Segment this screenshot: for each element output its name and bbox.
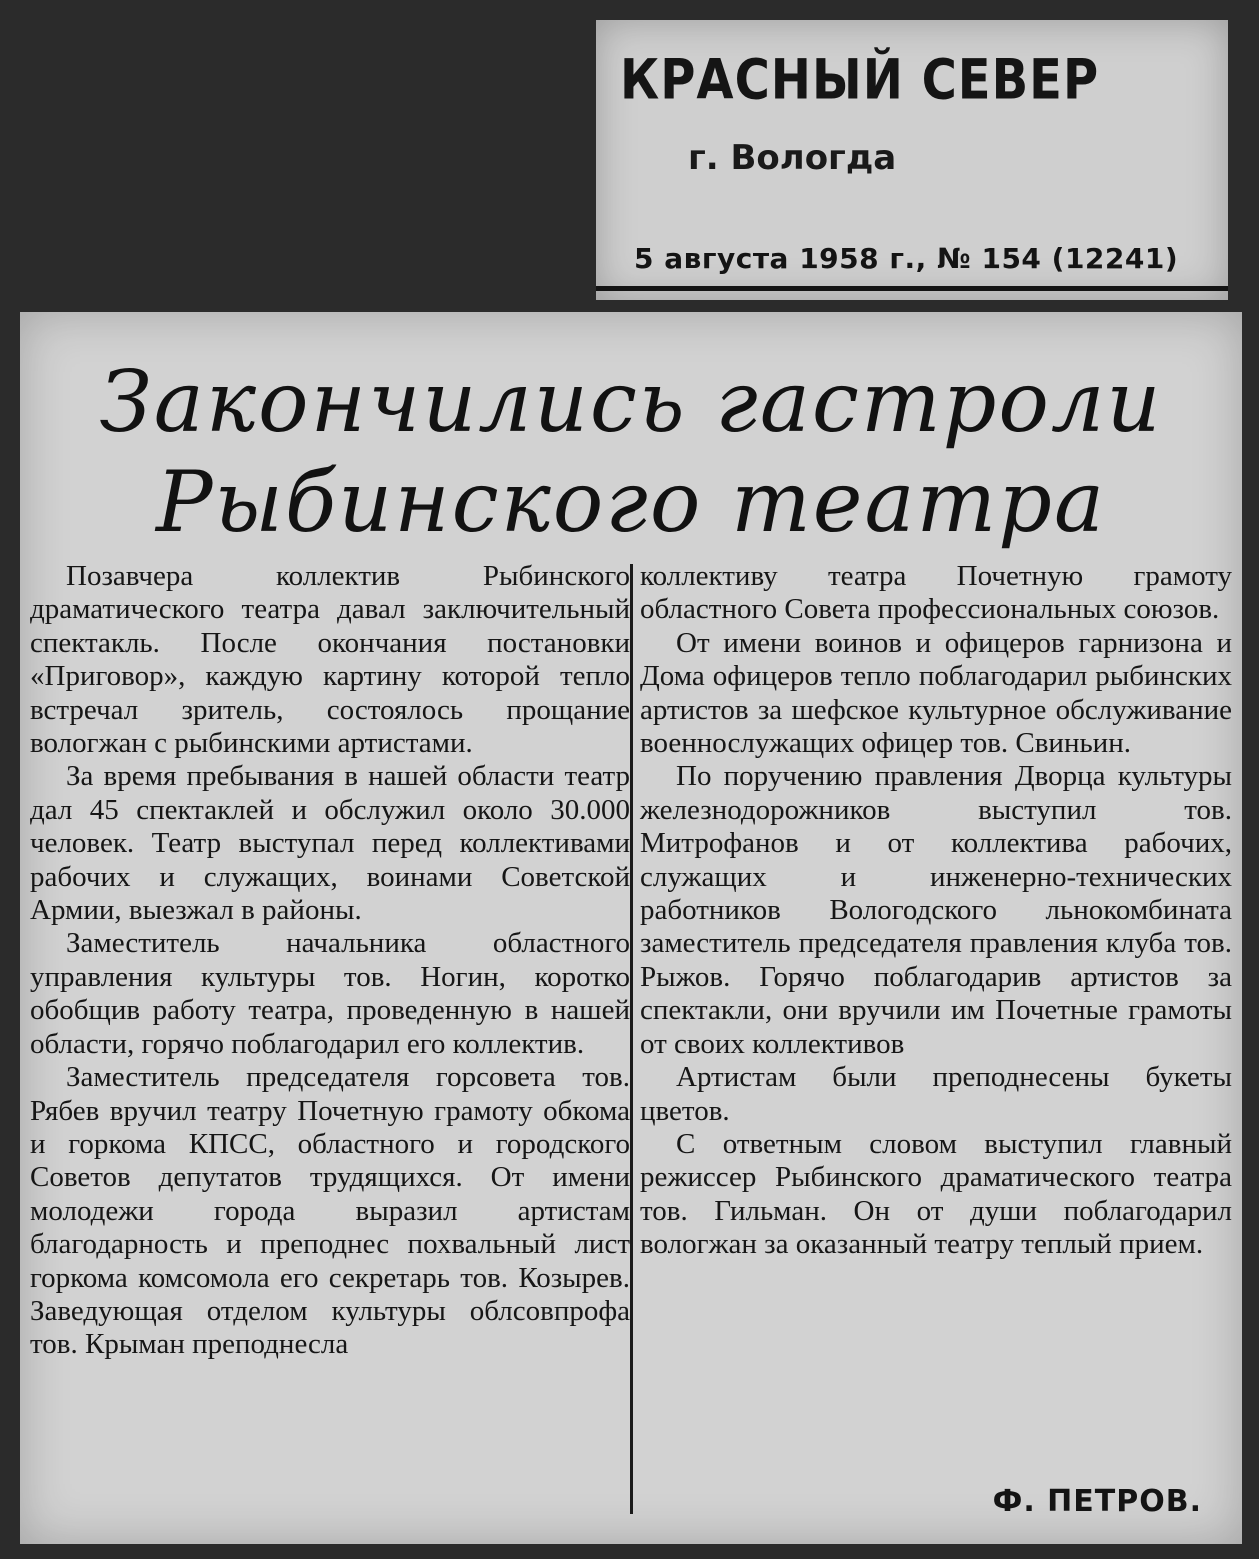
column-divider bbox=[630, 564, 633, 1514]
paragraph: Заместитель председателя горсовета тов. Рябев вручил театру Почетную грамоту обкома и горкома КПСС, областного и городского Советов депутатов трудящихся. От имени молодежи города выразил артистам благодарность и преподнес похвальный лист горкома комсомола его секретарь тов. Козырев. Заведующая отделом культуры облсовпрофа тов. Крыман преподнесла bbox=[30, 1061, 630, 1361]
masthead-rule bbox=[596, 286, 1228, 291]
article-column-left bbox=[30, 560, 630, 1362]
paragraph: От имени воинов и офицеров гарнизона и Дома офицеров тепло поблагодарил рыбинских артистов за шефское культурное обслуживание военнослужащих офицер тов. Свиньин. bbox=[640, 626, 1232, 760]
paragraph: С ответным словом выступил главный режиссер Рыбинского драматического театра тов. Гильман. Он от души поблагодарил вологжан за оказанный театру теплый прием. bbox=[640, 1127, 1232, 1261]
paragraph: Артистам были преподнесены букеты цветов. bbox=[640, 1061, 1232, 1127]
paragraph: Заместитель начальника областного управления культуры тов. Ногин, коротко обобщив работу театра, проведенную в нашей области, горячо поблагодарил его коллектив. bbox=[30, 927, 630, 1060]
masthead-clipping bbox=[596, 20, 1228, 300]
paragraph: По поручению правления Дворца культуры железнодорожников выступил тов. Митрофанов и от коллектива рабочих, служащих и инженерно-технических работников Вологодского льнокомбината заместитель председателя правления клуба тов. Рыжов. Горячо поблагодарив артистов за спектакли, они вручили им Почетные грамоты от своих коллективов bbox=[640, 760, 1232, 1060]
article-clipping bbox=[20, 312, 1242, 1544]
headline-line-2: Рыбинского театра bbox=[155, 453, 1107, 551]
headline-line-1: Закончились гастроли bbox=[99, 353, 1163, 451]
article-headline bbox=[20, 352, 1242, 552]
author-signature: Ф. ПЕТРОВ. bbox=[992, 1484, 1202, 1519]
issue-date-number: 5 августа 1958 г., № 154 (12241) bbox=[634, 242, 1179, 275]
article-column-right bbox=[640, 560, 1232, 1262]
paragraph: Позавчера коллектив Рыбинского драматического театра давал заключительный спектакль. После окончания постановки «Приговор», каждую картину которой тепло встречал зритель, состоялось прощание вологжан с рыбинскими артистами. bbox=[30, 560, 630, 760]
paragraph-continuation: коллективу театра Почетную грамоту областного Совета профессиональных союзов. bbox=[640, 560, 1232, 626]
newspaper-name: КРАСНЫЙ СЕВЕР bbox=[620, 48, 1100, 113]
paragraph: За время пребывания в нашей области театр дал 45 спектаклей и обслужил около 30.000 человек. Театр выступал перед коллективами рабочих и служащих, воинами Советской Армии, выезжал в районы. bbox=[30, 760, 630, 927]
newspaper-city: г. Вологда bbox=[688, 138, 897, 178]
